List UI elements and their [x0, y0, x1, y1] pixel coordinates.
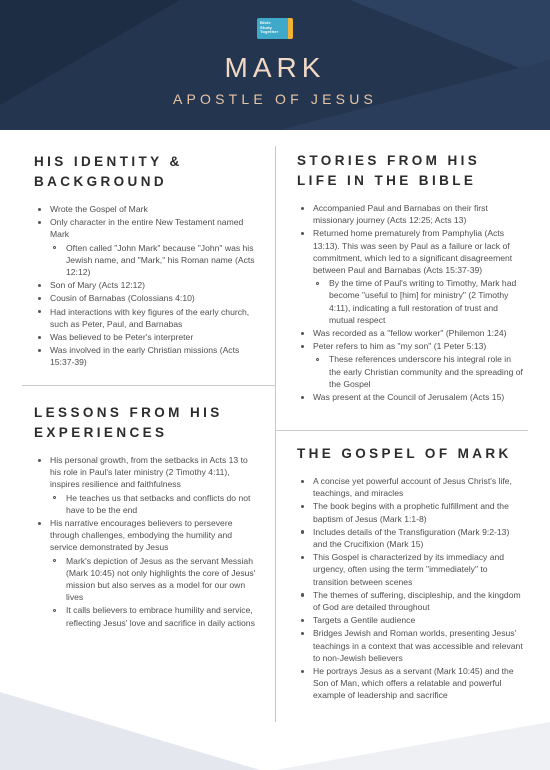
bullet-text: Peter refers to him as "my son" (1 Peter 5:13)	[313, 341, 487, 352]
bullet-text: Cousin of Barnabas (Colossians 4:10)	[50, 293, 195, 304]
gospel-list	[297, 475, 523, 702]
bullet-text: Bridges Jewish and Roman worlds, presenting Jesus' teachings in a context that was accessible and relevant to non-Jewish believers	[313, 628, 523, 663]
bullet-icon	[38, 336, 41, 339]
bullet-icon	[301, 207, 304, 210]
bullet-text: He teaches us that setbacks and conflicts do not have to be the end	[66, 492, 251, 515]
identity-heading: HIS IDENTITY & BACKGROUND	[34, 154, 183, 189]
bullet-text: By the time of Paul's writing to Timothy, Mark had become "useful to [him] for ministry" (2 Timothy 4:11), indicating a full restoration of trust and mutual respect	[329, 278, 517, 325]
sub-bullet-item	[34, 604, 260, 628]
sub-bullet-item	[297, 277, 525, 326]
sub-bullet-item	[34, 492, 260, 516]
lessons-list	[34, 454, 260, 629]
bullet-item	[34, 344, 260, 368]
identity-section	[34, 152, 260, 370]
hollow-bullet-icon	[316, 282, 319, 285]
bullet-icon	[301, 632, 304, 635]
bullet-item	[34, 331, 260, 343]
sub-bullet-item	[297, 353, 525, 390]
hollow-bullet-icon	[53, 246, 56, 249]
right-section-divider	[276, 430, 528, 431]
bullet-icon	[301, 556, 304, 559]
bullet-text: Includes details of the Transfiguration (Mark 9:2-13) and the Crucifixion (Mark 15)	[313, 526, 510, 550]
bullet-text: Mark's depiction of Jesus as the servant Messiah (Mark 10:45) not only highlights the core of Jesus' mission but also serves as a model for our own lives	[66, 555, 256, 603]
bullet-text: This Gospel is characterized by its immediacy and urgency, often using the term "immediately" to transition between scenes	[313, 552, 505, 587]
hollow-bullet-icon	[316, 358, 319, 361]
bullet-item	[297, 589, 523, 613]
bullet-item	[34, 216, 260, 240]
bullet-text: He portrays Jesus as a servant (Mark 10:45) and the Son of Man, which offers a relatable and powerful example of leadership and sacrifice	[313, 666, 514, 701]
bullet-item	[34, 517, 260, 554]
bullet-icon	[38, 284, 41, 287]
bullet-text: The book begins with a prophetic fulfillment and the baptism of Jesus (Mark 1:1-8)	[313, 501, 509, 524]
bullet-item	[297, 202, 525, 226]
bullet-icon	[38, 459, 41, 462]
bullet-item	[297, 340, 525, 352]
bullet-item	[297, 526, 523, 550]
bullet-text: Targets a Gentile audience	[313, 615, 416, 626]
bullet-icon	[38, 349, 41, 352]
bullet-icon	[38, 297, 41, 300]
bullet-item	[34, 279, 260, 291]
bullet-icon	[301, 505, 304, 508]
bullet-icon	[301, 396, 304, 399]
bullet-item	[297, 665, 523, 702]
bullet-text: Was believed to be Peter's interpreter	[50, 332, 194, 343]
page-title: MARK	[224, 52, 326, 83]
bullet-item	[34, 306, 260, 330]
bullet-item	[34, 203, 260, 215]
gospel-heading: THE GOSPEL OF MARK	[297, 446, 512, 461]
bullet-icon	[301, 345, 304, 348]
identity-list	[34, 203, 260, 369]
bullet-item	[297, 227, 525, 276]
bullet-text: It calls believers to embrace humility and service, reflecting Jesus' love and sacrifice in daily actions	[66, 605, 255, 628]
bullet-item	[297, 551, 523, 588]
bullet-icon	[301, 480, 304, 483]
bullet-icon	[301, 670, 304, 673]
bullet-item	[297, 627, 523, 664]
column-divider	[275, 146, 276, 722]
bullet-text: Wrote the Gospel of Mark	[50, 204, 148, 214]
bullet-icon	[301, 232, 304, 235]
bullet-text: His narrative encourages believers to persevere through challenges, embodying the humility and service demonstrated by Jesus	[50, 518, 233, 553]
bullet-item	[34, 454, 260, 491]
bullet-icon	[301, 619, 304, 622]
hollow-bullet-icon	[53, 559, 56, 562]
header-banner	[0, 0, 550, 130]
hollow-bullet-icon	[53, 496, 56, 499]
bullet-item	[297, 391, 525, 403]
sub-bullet-item	[34, 555, 260, 604]
bullet-text: Was recorded as a "fellow worker" (Philemon 1:24)	[313, 328, 507, 339]
page-subtitle: APOSTLE OF JESUS	[172, 91, 378, 107]
bullet-icon	[38, 310, 41, 313]
hollow-bullet-icon	[53, 609, 56, 612]
bullet-icon	[301, 332, 304, 335]
bullet-text: A concise yet powerful account of Jesus Christ's life, teachings, and miracles	[313, 476, 512, 499]
bullet-text: Returned home prematurely from Pamphylia (Acts 13:13). This was seen by Paul as a failure or lack of commitment, which led to a significant disagreement between Paul and Barnabas (Acts 15:37-39)	[313, 228, 513, 276]
logo-text: Bible Study Together	[260, 20, 279, 34]
stories-heading: STORIES FROM HIS LIFE IN THE BIBLE	[297, 153, 481, 188]
bullet-text: Only character in the entire New Testament named Mark	[50, 217, 244, 240]
stories-list	[297, 202, 525, 403]
bullet-item	[297, 327, 525, 339]
left-section-divider	[22, 385, 275, 386]
bullet-icon	[301, 530, 304, 533]
bullet-icon	[38, 208, 41, 211]
bullet-item	[34, 292, 260, 304]
bullet-text: Had interactions with key figures of the early church, such as Peter, Paul, and Barnabas	[50, 306, 250, 329]
bullet-item	[297, 475, 523, 499]
gospel-section	[297, 444, 523, 703]
bullet-icon	[38, 522, 41, 525]
bible-study-logo	[257, 18, 293, 39]
bullet-item	[297, 614, 523, 626]
bullet-text: These references underscore his integral role in the early Christian community and the spreading of the Gospel	[329, 354, 523, 389]
bullet-icon	[301, 593, 304, 596]
sub-bullet-item	[34, 242, 260, 279]
bullet-text: Was present at the Council of Jerusalem (Acts 15)	[313, 392, 505, 403]
lessons-section	[34, 403, 260, 630]
bullet-text: Accompanied Paul and Barnabas on their first missionary journey (Acts 12:25; Acts 13)	[313, 203, 488, 226]
bullet-text: Son of Mary (Acts 12:12)	[50, 280, 146, 291]
bullet-text: Often called "John Mark" because "John" was his Jewish name, and "Mark," his Roman name (Acts 12:12)	[66, 242, 255, 278]
bullet-text: The themes of suffering, discipleship, and the kingdom of God are detailed throughout	[313, 589, 521, 613]
lessons-heading: LESSONS FROM HIS EXPERIENCES	[34, 405, 223, 440]
bullet-icon	[38, 221, 41, 224]
bullet-item	[297, 500, 523, 524]
bullet-text: Was involved in the early Christian missions (Acts 15:37-39)	[50, 345, 240, 368]
stories-section	[297, 151, 525, 404]
bullet-text: His personal growth, from the setbacks in Acts 13 to his role in Paul's later ministry (2 Timothy 4:11), inspires resilience and faithfulness	[50, 455, 248, 490]
